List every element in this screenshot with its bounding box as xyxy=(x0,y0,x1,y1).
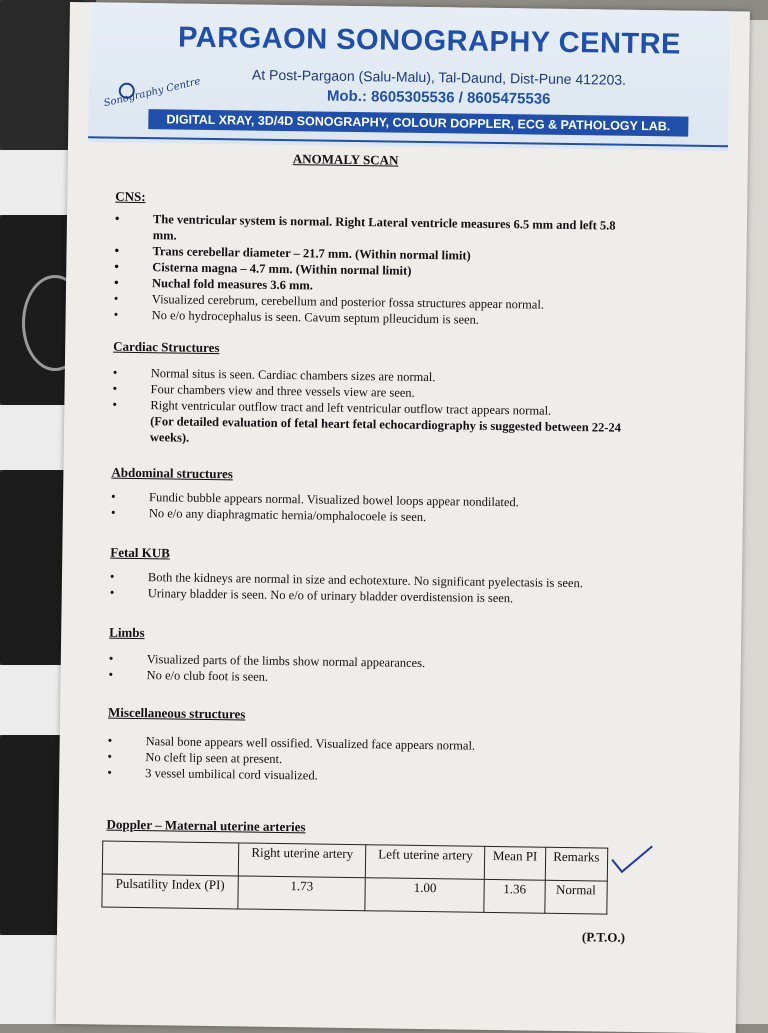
logo-text: Sonography Centre xyxy=(102,76,202,110)
list-item: • Nasal bone appears well ossified. Visualized face appears normal. xyxy=(100,732,620,755)
section-heading-limbs: Limbs xyxy=(109,624,145,641)
table-header-cell: Mean PI xyxy=(485,846,546,880)
cns-list xyxy=(106,211,628,330)
kub-list xyxy=(102,569,622,608)
list-item: • Right ventricular outflow tract and left ventricular outflow tract appears normal. xyxy=(104,397,624,420)
pto-label: (P.T.O.) xyxy=(581,929,626,945)
report-title: ANOMALY SCAN xyxy=(292,151,399,168)
table-row xyxy=(102,874,607,914)
table-header-cell: Remarks xyxy=(545,847,608,881)
list-item: • Visualized parts of the limbs show normal appearances. xyxy=(101,650,621,673)
table-header-cell: Left uterine artery xyxy=(366,845,485,880)
section-heading-abdominal: Abdominal structures xyxy=(111,464,234,482)
centre-address: At Post-Pargaon (Salu-Malu), Tal-Daund, Dist-Pune 412203. xyxy=(251,66,627,88)
list-item: • Trans cerebellar diameter – 21.7 mm. (Within normal limit) xyxy=(106,243,626,266)
centre-name: PARGAON SONOGRAPHY CENTRE xyxy=(177,21,682,61)
list-item: • The ventricular system is normal. Right Lateral ventricle measures 6.5 mm and left 5.8 mm. xyxy=(107,211,627,250)
section-heading-cardiac: Cardiac Structures xyxy=(113,338,220,356)
table-cell: Normal xyxy=(544,880,607,914)
list-item: • No e/o club foot is seen. xyxy=(101,666,621,689)
misc-list xyxy=(99,732,620,787)
list-item: • No cleft lip seen at present. xyxy=(99,748,619,771)
list-item: • Visualized cerebrum, cerebellum and posterior fossa structures appear normal. xyxy=(106,291,626,314)
report-page xyxy=(56,2,750,1033)
section-heading-cns: CNS: xyxy=(115,188,146,205)
checkmark-icon xyxy=(610,842,654,877)
table-cell: 1.36 xyxy=(484,879,545,913)
cardiac-list xyxy=(104,365,625,452)
centre-mobile: Mob.: 8605305536 / 8605475536 xyxy=(326,87,551,108)
list-item: • Four chambers view and three vessels view are seen. xyxy=(104,381,624,404)
list-item: • Urinary bladder is seen. No e/o of urinary bladder overdistension is seen. xyxy=(102,585,622,608)
doppler-table xyxy=(101,841,608,915)
table-cell: 1.73 xyxy=(238,876,366,911)
letterhead xyxy=(88,2,730,151)
table-header-cell: Right uterine artery xyxy=(238,843,366,878)
services-band: DIGITAL XRAY, 3D/4D SONOGRAPHY, COLOUR DOPPLER, ECG & PATHOLOGY LAB. xyxy=(148,109,688,137)
table-cell: Pulsatility Index (PI) xyxy=(102,874,238,909)
list-item: • No e/o any diaphragmatic hernia/omphalocoele is seen. xyxy=(103,505,623,528)
list-item: • Both the kidneys are normal in size and echotexture. No significant pyelectasis is seen. xyxy=(102,569,622,592)
table-header-cell xyxy=(102,841,238,876)
cardiac-note: (For detailed evaluation of fetal heart fetal echocardiography is suggested between 22-24 weeks). xyxy=(149,414,622,445)
list-item: • 3 vessel umbilical cord visualized. xyxy=(99,764,619,787)
list-item: • Fundic bubble appears normal. Visualized bowel loops appear nondilated. xyxy=(103,489,623,512)
limbs-list xyxy=(101,650,621,689)
abdominal-list xyxy=(103,489,623,528)
list-item: • Cisterna magna – 4.7 mm. (Within normal limit) xyxy=(106,259,626,282)
table-cell: 1.00 xyxy=(365,878,484,913)
list-item: • Nuchal fold measures 3.6 mm. xyxy=(106,275,626,298)
list-item: • Normal situs is seen. Cardiac chambers sizes are normal. xyxy=(105,365,625,388)
section-heading-doppler: Doppler – Maternal uterine arteries xyxy=(106,816,306,835)
section-heading-kub: Fetal KUB xyxy=(110,544,171,561)
section-heading-misc: Miscellaneous structures xyxy=(107,704,246,722)
list-item: • No e/o hydrocephalus is seen. Cavum septum plleucidum is seen. xyxy=(106,307,626,330)
